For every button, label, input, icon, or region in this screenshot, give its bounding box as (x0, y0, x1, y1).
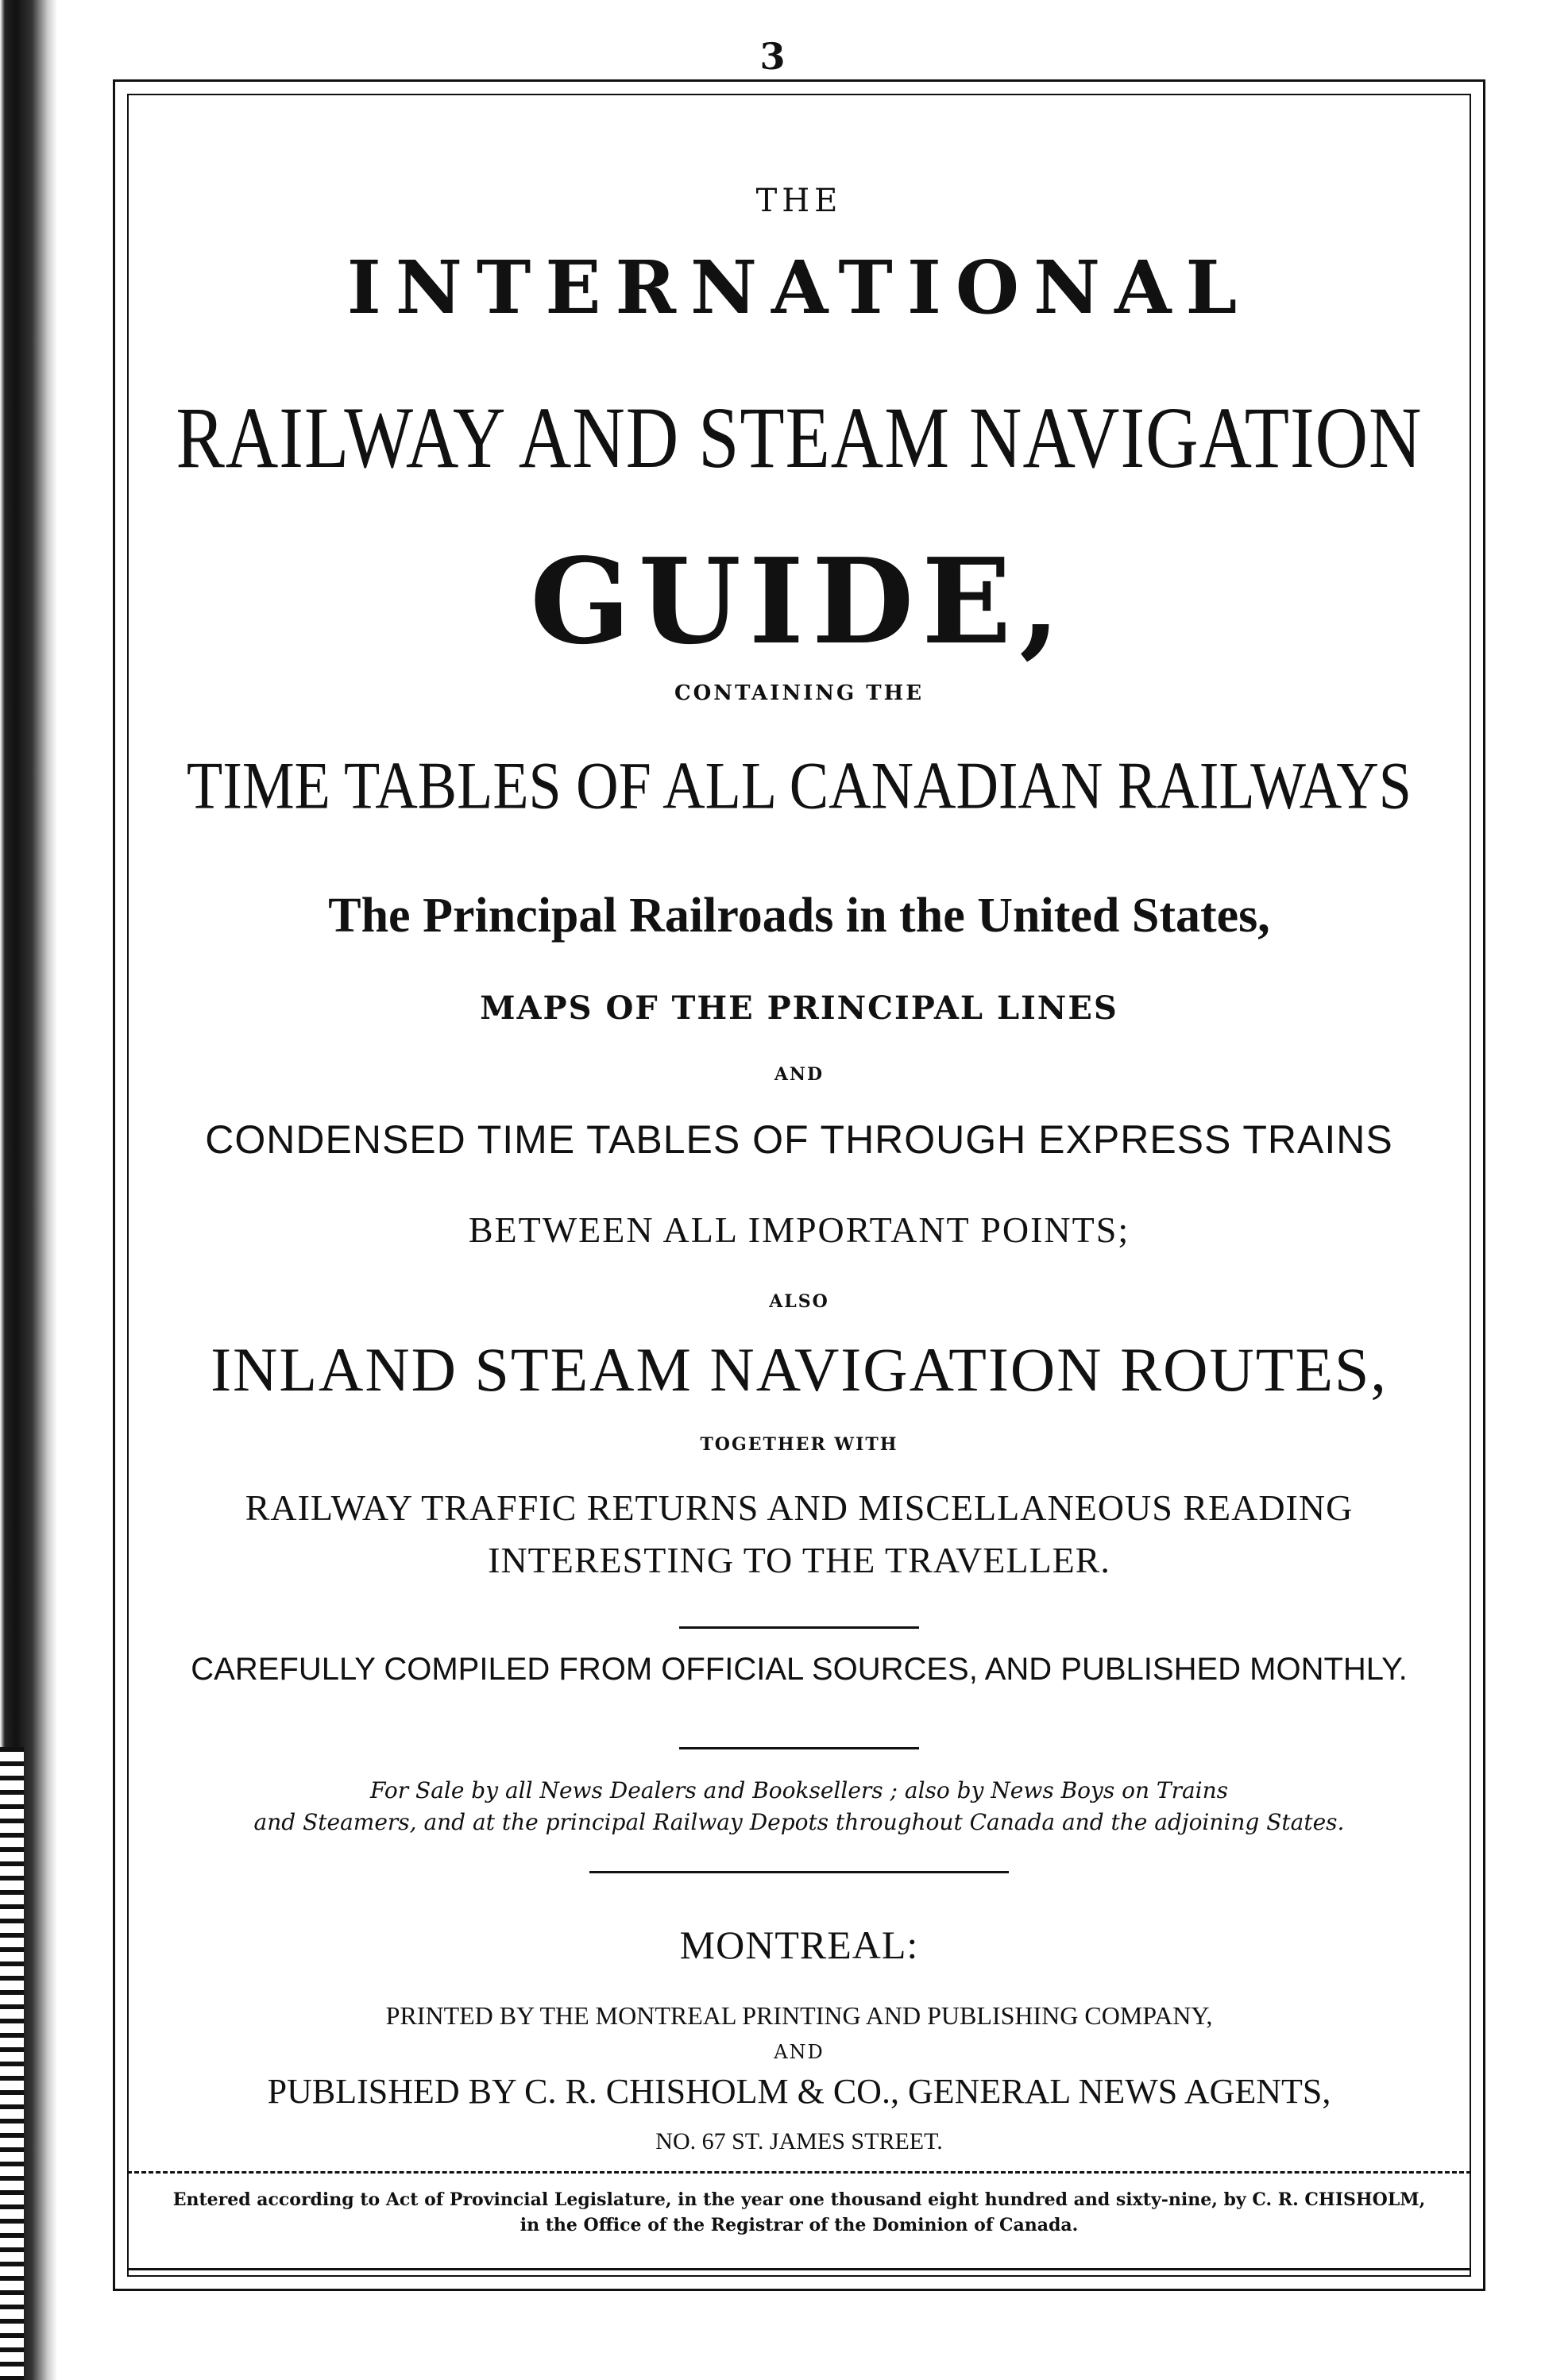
principal-railroads-us: The Principal Railroads in the United States, (328, 889, 1270, 943)
copyright-line-1: Entered according to Act of Provincial Legislature, in the year one thousand eight hundred and sixty-nine, by C. R. CHISHOLM, (172, 2189, 1426, 2210)
printed-by: PRINTED BY THE MONTREAL PRINTING AND PUBLISHING COMPANY, (385, 2001, 1213, 2030)
published-by: PUBLISHED BY C. R. CHISHOLM & CO., GENERAL NEWS AGENTS, (267, 2072, 1331, 2111)
and-connector: AND (774, 2041, 825, 2063)
title-railway-steam-navigation: RAILWAY AND STEAM NAVIGATION (176, 388, 1423, 487)
spine-stitching (0, 1747, 24, 2380)
containing-the: CONTAINING THE (674, 681, 925, 705)
title-international: INTERNATIONAL (346, 245, 1252, 330)
condensed-time-tables: CONDENSED TIME TABLES OF THROUGH EXPRESS TRAINS (205, 1117, 1393, 1162)
page-number: 3 (759, 35, 786, 78)
between-important-points: BETWEEN ALL IMPORTANT POINTS; (468, 1209, 1130, 1250)
divider-rule (589, 1871, 1009, 1873)
together-with: TOGETHER WITH (700, 1434, 898, 1455)
copyright-line-2: in the Office of the Registrar of the Dominion of Canada. (520, 2215, 1079, 2235)
and-connector: AND (774, 1064, 825, 1085)
title-guide: GUIDE, (530, 532, 1068, 670)
imprint-city: MONTREAL: (679, 1923, 919, 1967)
imprint-address: NO. 67 ST. JAMES STREET. (655, 2128, 943, 2154)
title-page (127, 94, 1471, 2277)
copyright-box (127, 2171, 1471, 2270)
divider-rule (679, 1747, 919, 1749)
maps-principal-lines: MAPS OF THE PRINCIPAL LINES (480, 989, 1118, 1027)
for-sale-line-1: For Sale by all News Dealers and Booksellers ; also by News Boys on Trains (369, 1777, 1229, 1803)
inland-steam-navigation-routes: INLAND STEAM NAVIGATION ROUTES, (211, 1335, 1388, 1404)
divider-rule (679, 1626, 919, 1629)
for-sale-line-2: and Steamers, and at the principal Railway Depots throughout Canada and the adjoining States. (253, 1809, 1345, 1835)
also-connector: ALSO (769, 1291, 829, 1312)
traffic-returns-reading: RAILWAY TRAFFIC RETURNS AND MISCELLANEOUS READING (245, 1487, 1354, 1528)
compiled-published-monthly: CAREFULLY COMPILED FROM OFFICIAL SOURCES, AND PUBLISHED MONTHLY. (191, 1652, 1408, 1687)
time-tables-heading: TIME TABLES OF ALL CANADIAN RAILWAYS (187, 748, 1412, 824)
interesting-to-traveller: INTERESTING TO THE TRAVELLER. (488, 1540, 1110, 1580)
title-the: THE (755, 183, 843, 219)
